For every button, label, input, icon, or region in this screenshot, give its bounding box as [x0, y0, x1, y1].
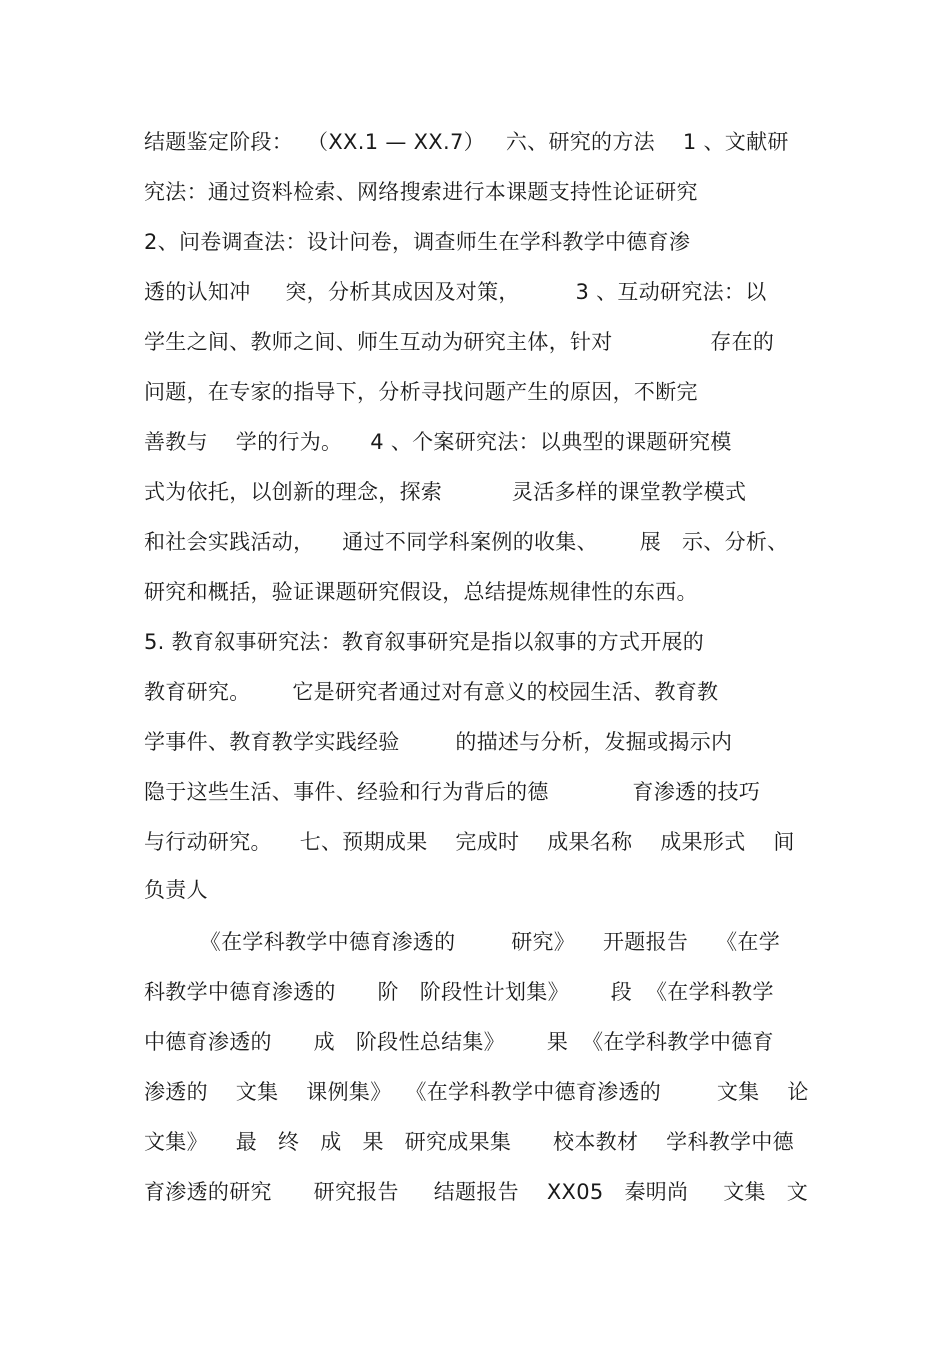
text-line-21: 文集》 最 终 成 果 研究成果集 校本教材 学科教学中德 — [144, 1130, 794, 1154]
text-line-5: 学生之间、教师之间、师生互动为研究主体，针对 存在的 — [144, 330, 775, 354]
text-line-11: 5. 教育叙事研究法：教育叙事研究是指以叙事的方式开展的 — [144, 630, 705, 654]
text-line-3: 2、问卷调查法：设计问卷，调查师生在学科教学中德育渗 — [144, 230, 691, 254]
text-line-22: 育渗透的研究 研究报告 结题报告 XX05 秦明尚 文集 文 — [144, 1180, 809, 1204]
text-line-4: 透的认知冲 突，分析其成因及对策， 3 、互动研究法：以 — [144, 280, 767, 304]
text-line-10: 研究和概括，验证课题研究假设，总结提炼规律性的东西。 — [144, 580, 698, 604]
text-line-15: 与行动研究。 七、预期成果 完成时 成果名称 成果形式 间 — [144, 830, 795, 854]
text-line-20: 渗透的 文集 课例集》 《在学科教学中德育渗透的 文集 论 — [144, 1080, 809, 1104]
text-line-7: 善教与 学的行为。 4 、个案研究法：以典型的课题研究模 — [144, 430, 732, 454]
text-line-17: 《在学科教学中德育渗透的 研究》 开题报告 《在学 — [144, 930, 781, 954]
text-line-16: 负责人 — [144, 878, 208, 902]
text-line-1: 结题鉴定阶段： （XX.1 — XX.7） 六、研究的方法 1 、文献研 — [144, 130, 789, 154]
text-line-19: 中德育渗透的 成 阶段性总结集》 果 《在学科教学中德育 — [144, 1030, 774, 1054]
text-line-14: 隐于这些生活、事件、经验和行为背后的德 育渗透的技巧 — [144, 780, 761, 804]
text-line-13: 学事件、教育教学实践经验 的描述与分析，发掘或揭示内 — [144, 730, 733, 754]
text-line-18: 科教学中德育渗透的 阶 阶段性计划集》 段 《在学科教学 — [144, 980, 774, 1004]
text-line-6: 问题，在专家的指导下，分析寻找问题产生的原因，不断完 — [144, 380, 698, 404]
text-line-12: 教育研究。 它是研究者通过对有意义的校园生活、教育教 — [144, 680, 719, 704]
text-line-8: 式为依托，以创新的理念，探索 灵活多样的课堂教学模式 — [144, 480, 747, 504]
text-line-2: 究法：通过资料检索、网络搜索进行本课题支持性论证研究 — [144, 180, 698, 204]
text-line-9: 和社会实践活动， 通过不同学科案例的收集、 展 示、分析、 — [144, 530, 789, 554]
